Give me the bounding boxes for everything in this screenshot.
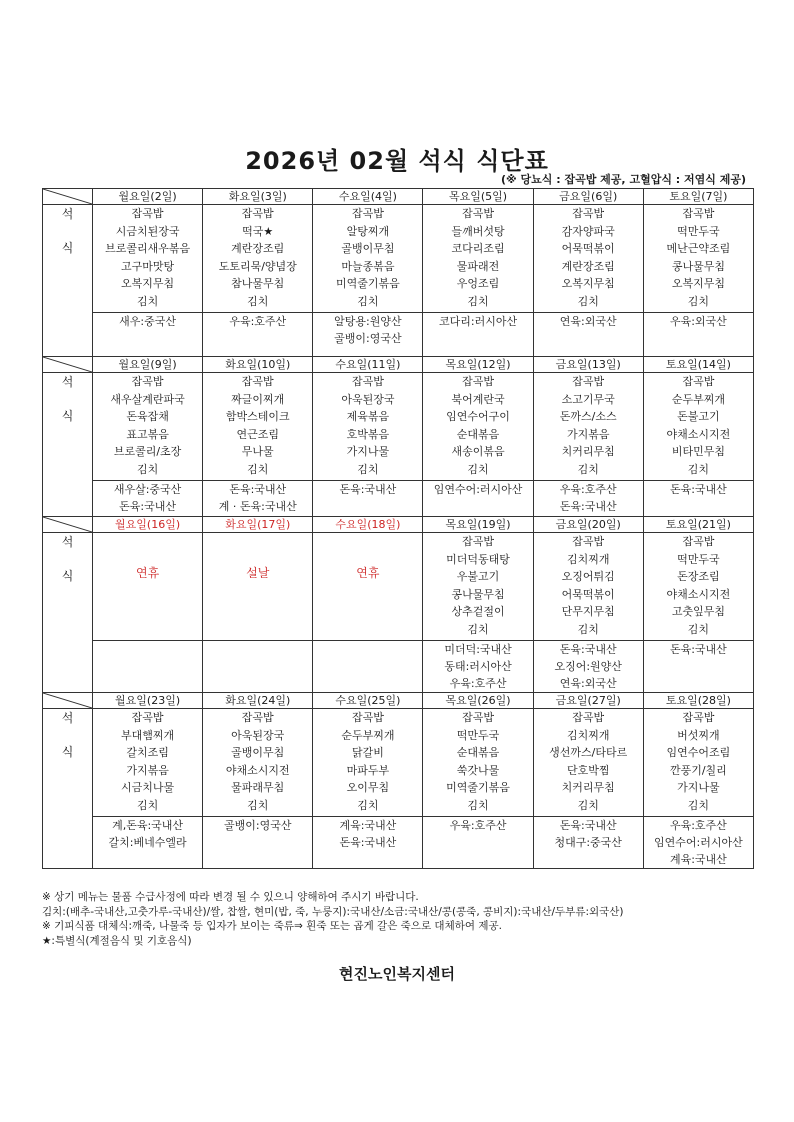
origin-cell [203,817,313,869]
menu-item: 김치 [467,294,489,308]
menu-item: 김치 [577,462,599,476]
menu-item: 잡곡밥 [462,711,494,724]
origin-line: 돈육:국내산 [339,836,397,849]
menu-item: 우불고기 [456,570,500,583]
week-origin-row [43,313,754,357]
menu-item: 김치 [467,798,489,812]
menu-item: 시금치된장국 [115,224,180,238]
meal-label [43,533,93,693]
menu-item: 상추겉절이 [451,605,505,618]
menu-item: 아욱된장국 [231,728,285,742]
origin-line: 오징어:원양산 [554,660,622,673]
menu-item: 미더덕동태탕 [446,552,510,566]
origin-line: 코다리:러시아산 [439,315,518,328]
week-header-row [43,693,754,709]
menu-item: 김치 [467,462,489,476]
menu-item: 물파래무침 [231,781,285,794]
origin-line: 우육:호주산 [449,819,507,832]
menu-item: 물파래전 [456,259,500,273]
center-name: 현진노인복지센터 [339,965,455,983]
menu-item: 참나물무침 [231,277,285,290]
menu-item: 잡곡밥 [241,207,274,220]
menu-item: 함박스테이크 [225,410,290,423]
origin-cell [643,817,753,869]
origin-line: 돈육:국내산 [559,819,617,832]
origin-cell [313,817,423,869]
menu-item: 오복지무침 [671,277,725,290]
origin-cell [313,313,423,357]
menu-item: 순두부찌개 [341,728,395,742]
day-header: 수요일(4일) [313,189,423,205]
menu-cell [643,205,753,313]
menu-item: 도토리묵/양념장 [218,259,297,273]
menu-cell [533,709,643,817]
week-origin-row [43,641,754,693]
menu-item: 새송이볶음 [451,445,505,458]
menu-item: 야채소시지전 [225,763,290,777]
menu-cell [423,205,533,313]
origin-line: 새우살:중국산 [113,483,182,496]
menu-item: 제육볶음 [346,410,390,423]
day-header: 목요일(19일) [423,517,533,533]
footnote-line: ※ 상기 메뉴는 물품 수급사정에 따라 변경 될 수 있으니 양해하여 주시기 바랍니다. [42,891,419,903]
day-header: 금요일(27일) [533,693,643,709]
menu-item: 김치 [136,462,159,476]
week-origin-row [43,817,754,869]
menu-cell [313,709,423,817]
menu-item: 잡곡밥 [572,711,605,724]
menu-item: 잡곡밥 [241,711,274,724]
meal-label [43,709,93,869]
menu-cell [643,709,753,817]
menu-item: 떡만두국 [677,552,720,566]
menu-item: 김치 [247,294,269,308]
menu-item: 잡곡밥 [572,207,605,220]
menu-cell [643,533,753,641]
origin-cell [93,817,203,869]
menu-item: 김치 [577,294,599,308]
menu-item: 고구마맛탕 [121,259,175,273]
menu-item: 잡곡밥 [572,535,605,548]
origin-line: 돈육:국내산 [559,500,617,513]
menu-item: 닭갈비 [351,746,384,759]
menu-item: 김치 [136,798,159,812]
menu-item: 떡국★ [242,224,274,238]
menu-item: 어묵떡볶이 [561,587,615,601]
menu-cell [533,373,643,481]
page-title: 2026년 02월 석식 식단표 [245,147,549,175]
week-header-row [43,189,754,205]
menu-item: 소고기무국 [561,392,615,406]
menu-cell [93,709,203,817]
origin-line: 알탕용:원양산 [334,315,402,328]
menu-cell [423,533,533,641]
origin-line: 계 · 돈육:국내산 [218,500,297,513]
menu-item: 무나물 [241,445,274,458]
menu-item: 미역줄기볶음 [446,781,510,794]
menu-cell [203,373,313,481]
origin-line: 돈육:국내산 [339,483,397,496]
menu-item: 아욱된장국 [341,392,395,406]
menu-item: 골뱅이무침 [231,746,285,759]
menu-cell [423,373,533,481]
menu-item: 가지나물 [677,781,720,794]
menu-item: 김치 [357,798,379,812]
meal-label-char: 식 [61,241,74,255]
menu-item: 부대햄찌개 [121,728,175,742]
menu-item: 쑥갓나물 [456,763,500,777]
menu-item: 치커리무침 [561,445,615,458]
week-origin-row [43,481,754,517]
menu-item: 오복지무침 [561,277,615,290]
menu-item: 감자양파국 [561,224,615,238]
origin-line: 우육:호주산 [559,483,617,496]
origin-line: 골뱅이:영국산 [224,819,292,832]
menu-item: 잡곡밥 [241,375,274,388]
week-header-row [43,517,754,533]
menu-item: 순대볶음 [456,427,500,441]
menu-item: 미역줄기볶음 [336,277,400,290]
day-header: 토요일(14일) [643,357,753,373]
menu-item: 호박볶음 [346,427,390,441]
origin-cell [423,481,533,517]
day-header: 금요일(6일) [533,189,643,205]
meal-label-char: 식 [61,569,74,583]
origin-line: 우육:호주산 [449,677,507,690]
menu-item: 김치 [357,294,379,308]
menu-item: 떡만두국 [677,224,720,238]
origin-cell [93,313,203,357]
menu-item: 새우살계란파국 [110,392,185,406]
origin-line: 계육:국내산 [339,819,397,832]
origin-line: 돈육:국내산 [669,643,727,656]
day-header: 월요일(23일) [93,693,203,709]
menu-item: 잡곡밥 [131,711,164,724]
origin-line: 우육:외국산 [669,315,727,328]
menu-item: 돈불고기 [677,410,720,423]
day-header: 토요일(21일) [643,517,753,533]
corner-cell [43,693,93,709]
menu-cell [533,205,643,313]
menu-item: 가지볶음 [126,763,169,777]
menu-item: 돈장조림 [677,570,720,583]
menu-cell [203,709,313,817]
menu-item: 오징어튀김 [561,570,615,583]
day-header: 목요일(26일) [423,693,533,709]
menu-item: 가지볶음 [566,427,610,441]
menu-item: 계란장조림 [561,259,615,273]
menu-item: 돈육잡채 [126,410,169,423]
menu-cell [423,709,533,817]
menu-cell [643,373,753,481]
origin-line: 우육:호주산 [229,315,287,328]
menu-item: 돈까스/소스 [559,410,617,423]
week-items-row [43,205,754,313]
menu-item: 야채소시지전 [666,587,731,601]
menu-item: 잡곡밥 [462,535,494,548]
week-items-row [43,709,754,817]
footnotes [42,890,762,948]
menu-item: 짜글이찌개 [231,392,285,406]
day-header: 수요일(11일) [313,357,423,373]
menu-item: 생선까스/타타르 [549,746,628,759]
origin-line: 연육:외국산 [559,677,617,690]
menu-item: 메난근약조림 [666,242,731,255]
origin-line: 임연수어:러시아산 [433,483,523,496]
menu-item: 마파두부 [346,763,390,777]
origin-cell [423,313,533,357]
menu-item: 김치 [136,294,159,308]
menu-item: 가지나물 [346,445,390,458]
origin-cell [533,641,643,693]
day-header: 목요일(5일) [423,189,533,205]
menu-item: 잡곡밥 [682,535,715,548]
week-items-row [43,373,754,481]
menu-item: 버섯찌개 [677,728,720,742]
origin-line: 임연수어:러시아산 [654,836,743,849]
menu-item: 잡곡밥 [572,375,605,388]
origin-line: 동태:러시아산 [444,660,512,673]
menu-item: 치커리무침 [561,781,615,794]
menu-item: 잡곡밥 [131,207,164,220]
menu-item: 김치 [247,798,269,812]
origin-line: 돈육:국내산 [669,483,727,496]
meal-label [43,373,93,517]
origin-line: 청대구:중국산 [554,836,622,849]
corner-cell [43,357,93,373]
day-header: 화요일(3일) [203,189,313,205]
day-header: 화요일(24일) [203,693,313,709]
menu-item: 김치 [467,622,489,636]
origin-cell [643,313,753,357]
menu-item: 우엉조림 [456,277,500,290]
menu-item: 콩나물무침 [671,259,725,273]
menu-item: 김치 [687,622,710,636]
week-header-row [43,357,754,373]
holiday-label: 연휴 [356,566,380,580]
menu-item: 갈치조림 [126,746,169,759]
origin-line: 갈치:베네수엘라 [108,836,187,849]
origin-cell [93,641,203,693]
day-header: 목요일(12일) [423,357,533,373]
menu-cell [93,373,203,481]
menu-item: 야채소시지전 [666,427,731,441]
menu-item: 연근조림 [236,427,279,441]
menu-item: 콩나물무침 [451,587,505,601]
menu-item: 김치 [687,798,710,812]
corner-cell [43,517,93,533]
menu-item: 잡곡밥 [462,375,494,388]
day-header: 월요일(2일) [93,189,203,205]
menu-item: 오이무침 [346,781,390,794]
menu-table [42,188,754,869]
origin-cell [643,641,753,693]
menu-item: 브로콜리/초장 [113,445,182,458]
menu-item: 김치 [687,462,710,476]
origin-cell [313,481,423,517]
menu-item: 시금치나물 [121,781,175,794]
menu-item: 비타민무침 [671,445,725,458]
day-header: 화요일(10일) [203,357,313,373]
day-header: 월요일(9일) [93,357,203,373]
week-items-row [43,533,754,641]
footnote-line: ※ 기피식품 대체식:깨죽, 나물죽 등 입자가 보이는 죽류⇒ 흰죽 또는 곱게 갈은 죽으로 대체하여 제공. [42,920,502,932]
origin-cell [203,641,313,693]
menu-item: 순대볶음 [456,746,500,759]
menu-item: 계란장조림 [231,242,285,255]
menu-item: 알탕찌개 [346,224,390,238]
origin-cell [533,481,643,517]
menu-item: 김치 [687,294,710,308]
menu-item: 잡곡밥 [462,207,494,220]
menu-item: 김치찌개 [566,552,610,566]
origin-line: 골뱅이:영국산 [334,332,402,345]
menu-item: 잡곡밥 [682,375,715,388]
menu-item: 북어계란국 [451,392,505,406]
day-header: 수요일(18일) [313,517,423,533]
menu-item: 잡곡밥 [682,711,715,724]
meal-label [43,205,93,357]
origin-cell [203,313,313,357]
footnote-line: ★:특별식(계절음식 및 기호음식) [42,934,192,947]
menu-item: 표고볶음 [126,427,169,441]
menu-item: 들깨버섯탕 [451,224,505,238]
menu-cell [313,373,423,481]
menu-item: 단호박찜 [566,763,610,777]
origin-cell [533,817,643,869]
meal-label-char: 석 [61,711,74,725]
origin-cell [533,313,643,357]
menu-item: 단무지무침 [561,605,615,618]
day-header: 토요일(7일) [643,189,753,205]
origin-cell [203,481,313,517]
menu-cell [93,533,203,641]
origin-line: 미더덕:국내산 [444,643,512,656]
origin-cell [423,817,533,869]
menu-cell [203,533,313,641]
meal-label-char: 석 [61,375,74,389]
menu-item: 임연수어조림 [666,746,731,759]
menu-item: 고춧잎무침 [671,605,725,618]
menu-item: 잡곡밥 [351,207,384,220]
origin-line: 새우:중국산 [119,315,176,328]
menu-item: 마늘종볶음 [341,259,395,273]
menu-cell [533,533,643,641]
origin-line: 돈육:국내산 [229,483,287,496]
menu-cell [313,533,423,641]
origin-cell [423,641,533,693]
origin-cell [643,481,753,517]
day-header: 금요일(13일) [533,357,643,373]
origin-line: 계,돈육:국내산 [112,819,184,832]
menu-item: 잡곡밥 [351,711,384,724]
menu-item: 김치 [577,798,599,812]
origin-line: 계육:국내산 [669,853,727,866]
menu-cell [203,205,313,313]
holiday-label: 연휴 [135,566,160,580]
holiday-label: 설날 [246,566,270,580]
menu-item: 브로콜리새우볶음 [105,242,191,255]
menu-cell [313,205,423,313]
footnote-line: 김치:(배추-국내산,고춧가루-국내산)/쌀, 찹쌀, 현미(밥, 죽, 누룽지):국내산/소금:국내산/콩(콩죽, 콩비지):국내산/두부류:외국산) [42,905,624,918]
origin-cell [93,481,203,517]
day-header: 수요일(25일) [313,693,423,709]
day-header: 토요일(28일) [643,693,753,709]
menu-item: 김치찌개 [566,728,610,742]
origin-line: 우육:호주산 [669,819,727,832]
menu-item: 순두부찌개 [671,392,725,406]
menu-item: 떡만두국 [456,728,500,742]
menu-item: 코다리조림 [451,242,505,255]
origin-line: 연육:외국산 [559,315,617,328]
menu-item: 김치 [357,462,379,476]
origin-line: 돈육:국내산 [119,500,176,513]
meal-label-char: 석 [61,207,74,221]
origin-cell [313,641,423,693]
menu-item: 임연수어구이 [446,410,510,423]
menu-item: 잡곡밥 [682,207,715,220]
menu-item: 깐풍기/칠리 [669,763,727,777]
menu-item: 오복지무침 [121,277,175,290]
menu-item: 골뱅이무침 [341,242,395,255]
day-header: 월요일(16일) [93,517,203,533]
meal-label-char: 식 [61,745,74,759]
diet-note: (※ 당뇨식 : 잡곡밥 제공, 고혈압식 : 저염식 제공) [500,173,746,186]
meal-label-char: 식 [61,409,74,423]
day-header: 금요일(20일) [533,517,643,533]
corner-cell [43,189,93,205]
menu-item: 김치 [577,622,599,636]
menu-item: 어묵떡볶이 [561,242,615,255]
meal-label-char: 석 [61,535,74,549]
menu-item: 김치 [247,462,269,476]
menu-cell [93,205,203,313]
day-header: 화요일(17일) [203,517,313,533]
menu-item: 잡곡밥 [131,375,164,388]
origin-line: 돈육:국내산 [559,643,617,656]
menu-item: 잡곡밥 [351,375,384,388]
